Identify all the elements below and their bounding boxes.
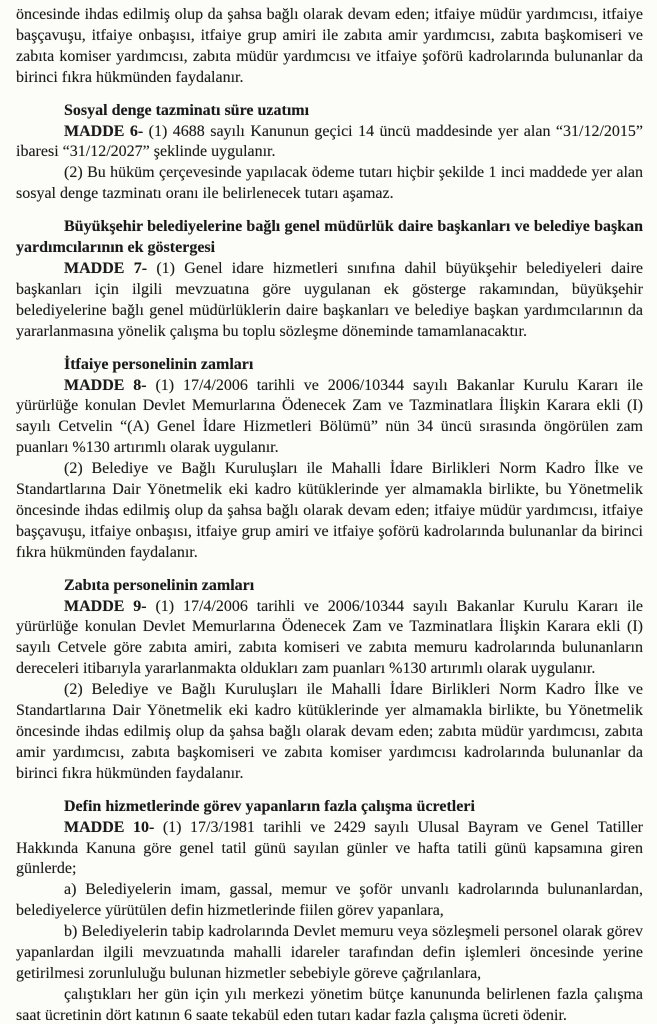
paragraph-text: (1) 17/3/1981 tarihli ve 2429 sayılı Ulusal Bayram ve Genel Tatiller Hakkında Kanuna göre genel tatil günü sayılan günler ve hafta tatili günü kapsamına giren günlerde; [16,818,643,878]
section-heading-defin-ucretleri: Defin hizmetlerinde görev yapanların fazla çalışma ücretleri [64,797,475,815]
article-paragraph-madde8-2 [16,459,643,564]
paragraph-text: (1) Genel idare hizmetleri sınıfına dahil büyükşehir belediyeleri daire başkanları için ilgili mevzuatına göre uygulanan ek gösterge rakamından, büyükşehir belediyelerine bağlı genel müdürlüklerin daire başkanları ve belediye başkan yardımcılarının da yararlanmasına yönelik çalışma bu toplu sözleşme döneminde tamamlanacaktır. [16,259,643,340]
paragraph-text: b) Belediyelerin tabip kadrolarında Devlet memuru veya sözleşmeli personel olarak görev yapanlardan ilgili mevzuatında mahalli idareler tarafından defin işlemleri öncesinde yerine getirilmesi zorunluluğu bulunan hizmetler sebebiyle göreve çağrılanlara, [16,923,643,982]
article-number-madde10: MADDE 10- [64,818,155,836]
paragraph-text: (1) 4688 sayılı Kanunun geçici 14 üncü maddesinde yer alan “31/12/2015” ibaresi “31/12/2027” şeklinde uygulanır. [16,122,643,161]
article-paragraph-madde8-1 [16,376,643,460]
article-paragraph-madde10-1 [16,818,643,881]
paragraph-text: çalıştıkları her gün için yılı merkezi yönetim bütçe kanununda belirlenen fazla çalışma saat ücretinin dört katının 6 saate tekabül eden tutarı kadar fazla çalışma ücreti ödenir. [16,985,643,1024]
section-heading-zabita-zamlari: Zabıta personelinin zamları [64,576,255,594]
section-heading-itfaiye-zamlari: İtfaiye personelinin zamları [64,355,254,373]
paragraph-text: a) Belediyelerin imam, gassal, memur ve şoför unvanlı kadrolarında bulunanlardan, belediyelerce yürütülen defin hizmetlerinde fiilen görev yapanlara, [16,881,643,920]
article-paragraph-madde7-1 [16,259,643,343]
article-paragraph-madde9-2 [16,680,643,785]
paragraph-text: (2) Belediye ve Bağlı Kuruluşları ile Mahalli İdare Birlikleri Norm Kadro İlke ve Standartlarına Dair Yönetmelik eki kadro kütüklerinde yer almamakla birlikte, bu Yönetmelik öncesinde ihdas edilmiş olup da şahsa bağlı olarak devam eden; itfaiye müdür yardımcısı, itfaiye başçavuşu, itfaiye onbaşısı, itfaiye grup amiri ve itfaiye şoförü kadrolarında bulunanlar da birinci fıkra hükmünden faydalanır. [16,460,643,561]
paragraph-text: (1) 17/4/2006 tarihli ve 2006/10344 sayılı Bakanlar Kurulu Kararı ile yürürlüğe konulan Devlet Memurlarına Ödenecek Zam ve Tazminatlara İlişkin Karara ekli (I) sayılı Cetvelin “(A) Genel İdare Hizmetleri Bölümü” nün 34 üncü sırasında öngörülen zam puanları %130 artırımlı olarak uygulanır. [16,376,644,457]
article-paragraph-madde6-2 [16,163,643,205]
article-paragraph-madde10-closing [16,985,643,1024]
article-paragraph-madde10-a [16,880,643,922]
article-number-madde7: MADDE 7- [64,259,148,277]
section-heading-ek-gosterge: Büyükşehir belediyelerine bağlı genel müdürlük daire başkanları ve belediye başkan yardımcılarının ek göstergesi [16,218,643,257]
article-number-madde6: MADDE 6- [64,122,144,140]
article-paragraph-madde10-b [16,922,643,985]
section-heading-sosyal-denge: Sosyal denge tazminatı süre uzatımı [64,101,310,119]
article-number-madde9: MADDE 9- [64,597,147,615]
continuation-paragraph: öncesinde ihdas edilmiş olup da şahsa bağlı olarak devam eden; itfaiye müdür yardımcısı, itfaiye başçavuşu, itfaiye onbaşısı, itfaiye grup amiri ile zabıta amir yardımcısı, zabıta başkomiseri ve zabıta komiser yardımcısı, zabıta müdür yardımcısı ve itfaiye şoförü kadrolarında bulunanlar da birinci fıkra hükmünden faydalanır. [16,6,643,86]
paragraph-text: (2) Belediye ve Bağlı Kuruluşları ile Mahalli İdare Birlikleri Norm Kadro İlke ve Standartlarına Dair Yönetmelik eki kadro kütüklerinde yer almamakla birlikte, bu Yönetmelik öncesinde ihdas edilmiş olup da şahsa bağlı olarak devam eden; zabıta müdür yardımcısı, zabıta amir yardımcısı, zabıta başkomiseri ve zabıta komiser yardımcısı kadrolarında bulunanlar da birinci fıkra hükmünden faydalanır. [16,681,643,782]
article-number-madde8: MADDE 8- [64,376,147,394]
paragraph-text: (1) 17/4/2006 tarihli ve 2006/10344 sayılı Bakanlar Kurulu Kararı ile yürürlüğe konulan Devlet Memurlarına Ödenecek Zam ve Tazminatlara İlişkin Karara ekli (I) sayılı Cetvele göre zabıta amiri, zabıta komiseri ve zabıta memuru kadrolarında bulunanların dereceleri itibarıyla yararlanmakta oldukları zam puanları %130 artırımlı olarak uygulanır. [16,597,644,678]
paragraph-text: (2) Bu hüküm çerçevesinde yapılacak ödeme tutarı hiçbir şekilde 1 inci maddede yer alan sosyal denge tazminatı oranı ile belirlenecek tutarı aşamaz. [16,164,643,203]
article-paragraph-madde9-1 [16,597,643,681]
article-paragraph-madde6-1 [16,122,643,164]
